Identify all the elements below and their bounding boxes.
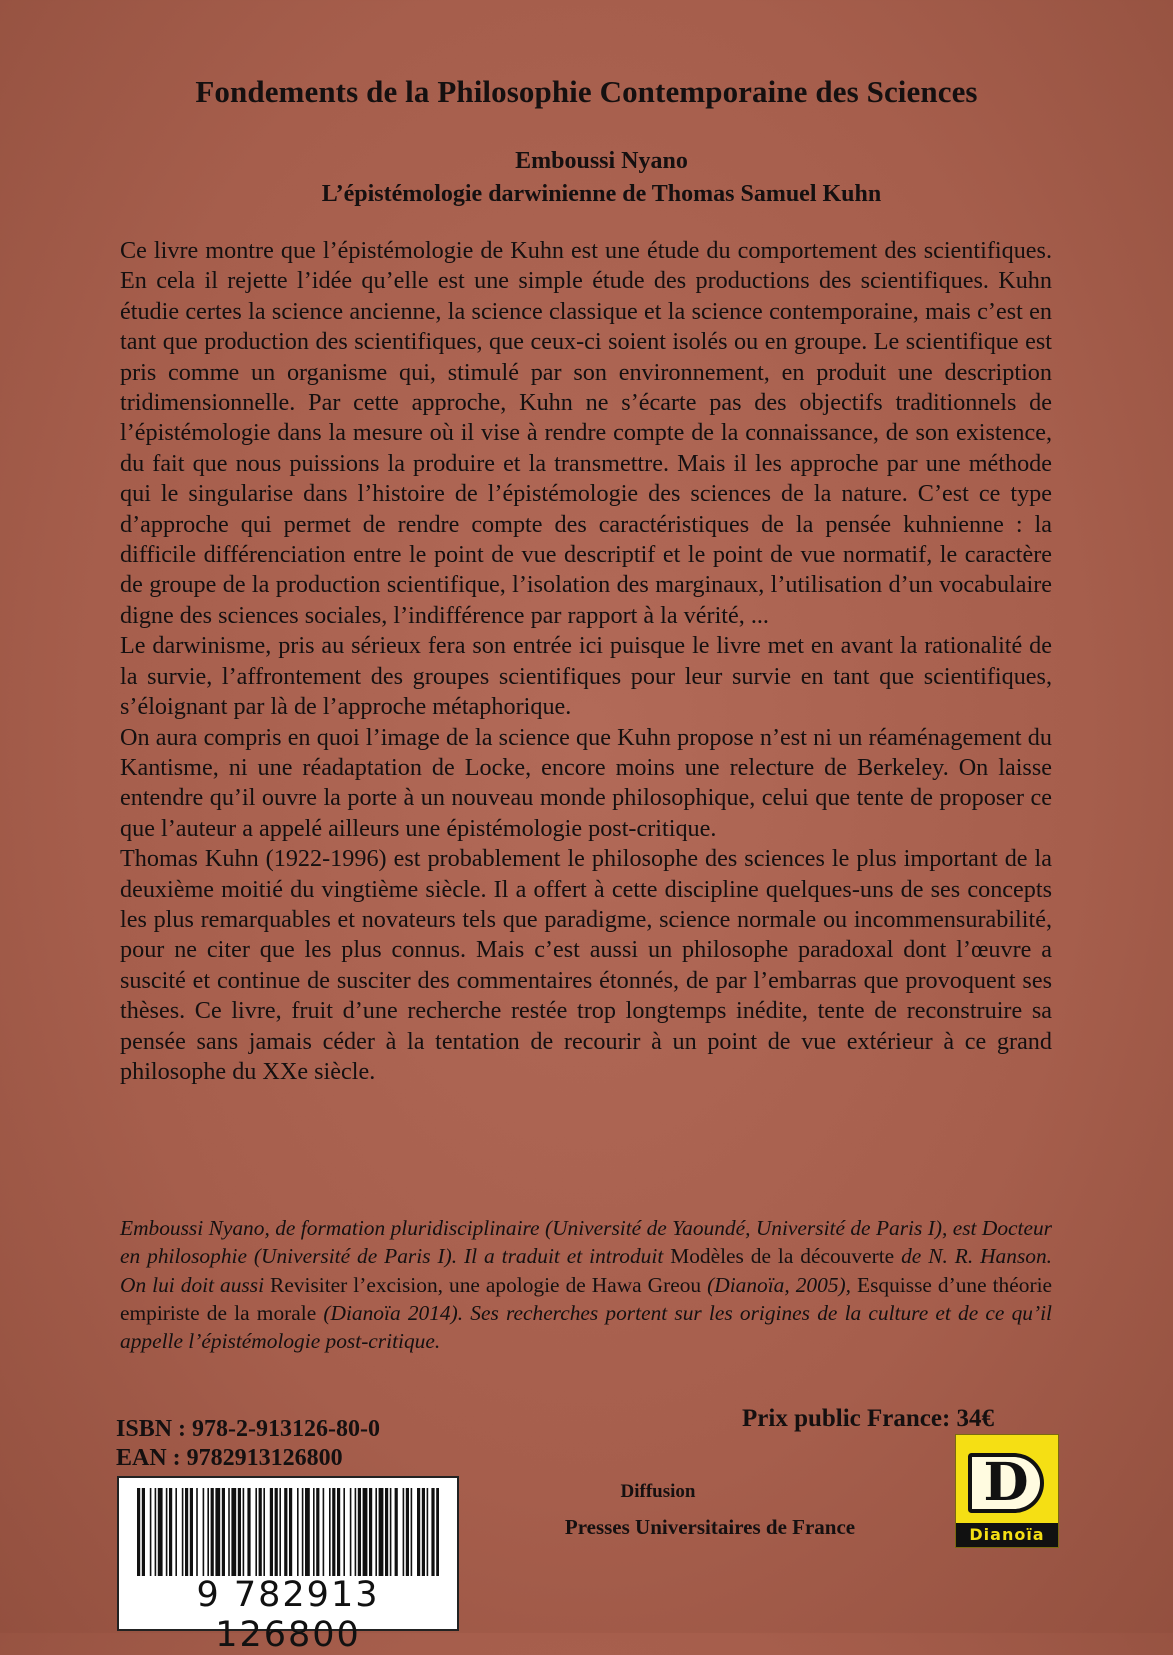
diffusion-label: Diffusion [620, 1481, 696, 1502]
barcode-bars [133, 1488, 445, 1576]
bio-segment: Emboussi Nyano, de formation pluridisciplinaire (Université de Yaoundé, Université de Paris I), est Docteur en philosophie (Université de Paris I). Il a traduit et introduit [120, 1216, 1052, 1269]
barcode-bar [375, 1488, 377, 1576]
barcode-bar [185, 1488, 188, 1576]
barcode-bar [211, 1488, 214, 1576]
barcode-bar [313, 1488, 315, 1576]
bio-segment: (Dianoïa 2014). Ses recherches portent sur les origines de la culture et de ce qu’il appelle l’épistémologie post-critique. [120, 1300, 1052, 1354]
logo-letter: D [968, 1453, 1044, 1513]
barcode-bar [350, 1488, 352, 1576]
series-title: Fondements de la Philosophie Contemporaine des Sciences [195, 74, 978, 109]
barcode-bar [215, 1488, 220, 1576]
ean: EAN : 9782913126800 [116, 1445, 343, 1471]
barcode-bar [228, 1488, 230, 1576]
barcode-bar [203, 1488, 205, 1576]
barcode-bar [427, 1488, 429, 1576]
barcode-bar [332, 1488, 335, 1576]
isbn: ISBN : 978-2-913126-80-0 [116, 1416, 380, 1442]
barcode-bar [417, 1488, 420, 1576]
barcode-bar [436, 1488, 439, 1576]
identifiers [116, 1415, 380, 1473]
barcode-bar [169, 1488, 172, 1576]
barcode-bar [142, 1488, 145, 1576]
barcode-bar [275, 1488, 278, 1576]
bio-work-title: Revisiter l’excision, une apologie de Hawa Greou [270, 1272, 702, 1297]
barcode-bar [379, 1488, 384, 1576]
barcode-bar [411, 1488, 413, 1576]
barcode-bar [385, 1488, 388, 1576]
barcode-bar [297, 1488, 299, 1576]
barcode-bar [155, 1488, 157, 1576]
author-name: Emboussi Nyano [515, 148, 688, 174]
barcode-bar [207, 1488, 209, 1576]
barcode-bar [323, 1488, 325, 1576]
blurb-paragraph: Thomas Kuhn (1922-1996) est probablement le philosophe des sciences le plus important de la deuxième moitié du vingtième siècle. Il a offert à cette discipline quelques-uns de ses concepts les plus remarquables et novateurs tels que paradigme, science normale ou incommensurabilité, pour ne citer que les plus connus. Mais c’est aussi un philosophe paradoxal dont l’œuvre a suscité et continue de susciter des commentaires étonnés, de par l’embarras que provoquent ses thèses. Ce livre, fruit d’une recherche restée trop longtemps inédite, tente de reconstruire sa pensée sans jamais céder à la tentation de recourir à un point de vue extérieur à ce grand philosophe du XXe siècle. [120, 845, 1052, 1085]
barcode-bar [190, 1488, 193, 1576]
barcode-bar [343, 1488, 345, 1576]
author-bio [120, 1214, 1052, 1355]
bio-work-title: Modèles de la découverte [670, 1244, 895, 1269]
barcode-bar [355, 1488, 357, 1576]
barcode-bar [231, 1488, 236, 1576]
barcode-bar [263, 1488, 265, 1576]
barcode-bar [363, 1488, 368, 1576]
barcode-bar [247, 1488, 250, 1576]
barcode-bar [337, 1488, 340, 1576]
blurb-paragraph: Ce livre montre que l’épistémologie de Kuhn est une étude du comportement des scientifiques. En cela il rejette l’idée qu’elle est une simple étude des productions des scientifiques. Kuhn étudie certes la science ancienne, la science classique et la science contemporaine, mais c’est en tant que production des scientifiques, que ceux-ci soient isolés ou en groupe. Le scientifique est pris comme un organisme qui, stimulé par son environnement, en produit une description tridimensionnelle. Par cette approche, Kuhn ne s’écarte pas des objectifs traditionnels de l’épistémologie dans la mesure où il vise à rendre compte de la connaissance, de son existence, du fait que nous puissions la produire et la transmettre. Mais il les approche par une méthode qui le singularise dans l’histoire de l’épistémologie des sciences de la nature. C’est ce type d’approche qui permet de rendre compte des caractéristiques de la pensée kuhnienne : la difficile différenciation entre le point de vue descriptif et le point de vue normatif, le caractère de groupe de la production scientifique, l’isolation des marginaux, l’utilisation d’un vocabulaire digne des sciences sociales, l’indifférence par rapport à la vérité, ... [120, 237, 1052, 629]
distributor-name: Presses Universitaires de France [564, 1515, 856, 1539]
barcode-bar [406, 1488, 409, 1576]
logo-name: Dianoïa [956, 1523, 1058, 1547]
barcode [117, 1476, 459, 1655]
barcode-bar [305, 1488, 310, 1576]
barcode-bar [175, 1488, 177, 1576]
publisher-logo [955, 1434, 1059, 1548]
barcode-bar [369, 1488, 372, 1576]
barcode-bar [243, 1488, 245, 1576]
barcode-bar [279, 1488, 281, 1576]
price: Prix public France: 34€ [742, 1405, 995, 1432]
barcode-bar [182, 1488, 184, 1576]
barcode-bar [289, 1488, 292, 1576]
barcode-bar [329, 1488, 331, 1576]
barcode-bar [422, 1488, 425, 1576]
bio-segment: de N. R. Hanson. On lui doit aussi [120, 1244, 1053, 1297]
barcode-bar [255, 1488, 257, 1576]
bio-work-title: Esquisse d’une théorie empiriste de la morale [120, 1272, 1053, 1325]
barcode-bar [431, 1488, 434, 1576]
barcode-bar [238, 1488, 241, 1576]
barcode-bar [270, 1488, 273, 1576]
barcode-bar [137, 1488, 140, 1576]
barcode-bar [390, 1488, 392, 1576]
barcode-bar [284, 1488, 287, 1576]
barcode-bar [395, 1488, 398, 1576]
barcode-bar [316, 1488, 319, 1576]
barcode-bar [196, 1488, 198, 1576]
barcode-bar [166, 1488, 168, 1576]
bio-segment: (Dianoïa, 2005), [701, 1272, 858, 1297]
barcode-bar [358, 1488, 361, 1576]
blurb-paragraph: On aura compris en quoi l’image de la science que Kuhn propose n’est ni un réaménagement du Kantisme, ni une réadaptation de Locke, encore moins une relecture de Berkeley. On laisse entendre qu’il ouvre la porte à un nouveau monde philosophique, celui que tente de proposer ce que l’auteur a appelé ailleurs une épistémologie post-critique. [120, 723, 1052, 842]
barcode-bar [222, 1488, 225, 1576]
barcode-bar [302, 1488, 304, 1576]
blurb [120, 236, 1052, 1087]
book-title: L’épistémologie darwinienne de Thomas Samuel Kuhn [321, 181, 882, 207]
barcode-bar [150, 1488, 152, 1576]
blurb-paragraph: Le darwinisme, pris au sérieux fera son entrée ici puisque le livre met en avant la rationalité de la survie, l’affrontement des groupes scientifiques pour leur survie en tant que scientifiques, s’éloignant par là de l’approche métaphorique. [120, 632, 1052, 721]
barcode-bar [403, 1488, 405, 1576]
barcode-bar [158, 1488, 163, 1576]
barcode-digits: 9 782913 126800 [196, 1575, 380, 1655]
barcode-bar [259, 1488, 262, 1576]
